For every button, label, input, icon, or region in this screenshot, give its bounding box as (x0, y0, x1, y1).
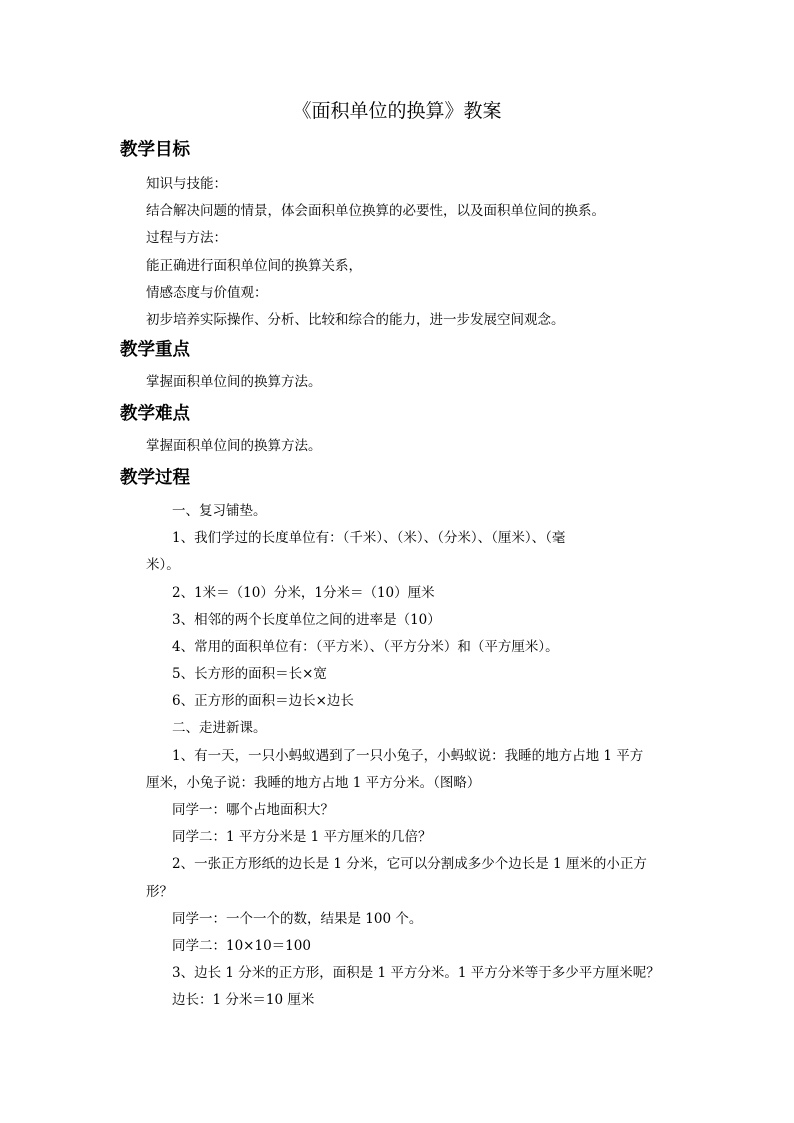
section-heading-objectives: 教学目标 (120, 140, 190, 160)
section-heading-process: 教学过程 (120, 468, 190, 488)
objectives-line: 知识与技能： (146, 176, 227, 192)
process-line: 6、正方形的面积＝边长×边长 (172, 693, 354, 709)
process-line: 2、一张正方形纸的边长是 1 分米，它可以分割成多少个边长是 1 厘米的小正方 (172, 856, 647, 872)
section-heading-key-points: 教学重点 (120, 340, 190, 360)
process-line: 3、边长 1 分米的正方形，面积是 1 平方分米。1 平方分米等于多少平方厘米呢？ (172, 965, 660, 981)
process-line: 二、走进新课。 (172, 720, 267, 736)
process-line: 5、长方形的面积＝长×宽 (172, 666, 327, 682)
process-line: 同学二：1 平方分米是 1 平方厘米的几倍？ (172, 829, 432, 845)
key-points-line: 掌握面积单位间的换算方法。 (146, 374, 322, 390)
objectives-line: 结合解决问题的情景，体会面积单位换算的必要性，以及面积单位间的换系。 (146, 203, 605, 219)
document-title: 《面积单位的换算》教案 (292, 100, 502, 122)
process-line: 2、1米＝（10）分米，1分米＝（10）厘米 (172, 585, 435, 601)
process-line: 同学一：一个一个的数，结果是 100 个。 (172, 911, 423, 927)
process-line: 米）。 (146, 557, 180, 573)
process-line: 3、相邻的两个长度单位之间的进率是（10） (172, 612, 441, 628)
objectives-line: 情感态度与价值观： (146, 285, 268, 301)
objectives-line: 初步培养实际操作、分析、比较和综合的能力，进一步发展空间观念。 (146, 312, 565, 328)
process-line: 1、有一天，一只小蚂蚁遇到了一只小兔子，小蚂蚁说：我睡的地方占地 1 平方 (172, 748, 644, 764)
process-line: 同学二：10×10＝100 (172, 938, 311, 954)
process-line: 一、复习铺垫。 (172, 503, 267, 519)
objectives-line: 能正确进行面积单位间的换算关系， (146, 258, 362, 274)
process-line: 边长：1 分米＝10 厘米 (172, 992, 315, 1008)
difficulties-line: 掌握面积单位间的换算方法。 (146, 438, 322, 454)
objectives-line: 过程与方法： (146, 230, 227, 246)
process-line: 4、常用的面积单位有：（平方米）、（平方分米）和（平方厘米）。 (172, 639, 559, 655)
section-heading-difficulties: 教学难点 (120, 404, 190, 424)
process-line: 厘米，小兔子说：我睡的地方占地 1 平方分米。（图略） (146, 775, 481, 791)
process-line: 同学一：哪个占地面积大？ (172, 802, 334, 818)
process-line: 形？ (146, 884, 173, 900)
process-line: 1、我们学过的长度单位有：（千米）、（米）、（分米）、（厘米）、（毫 (172, 530, 566, 546)
